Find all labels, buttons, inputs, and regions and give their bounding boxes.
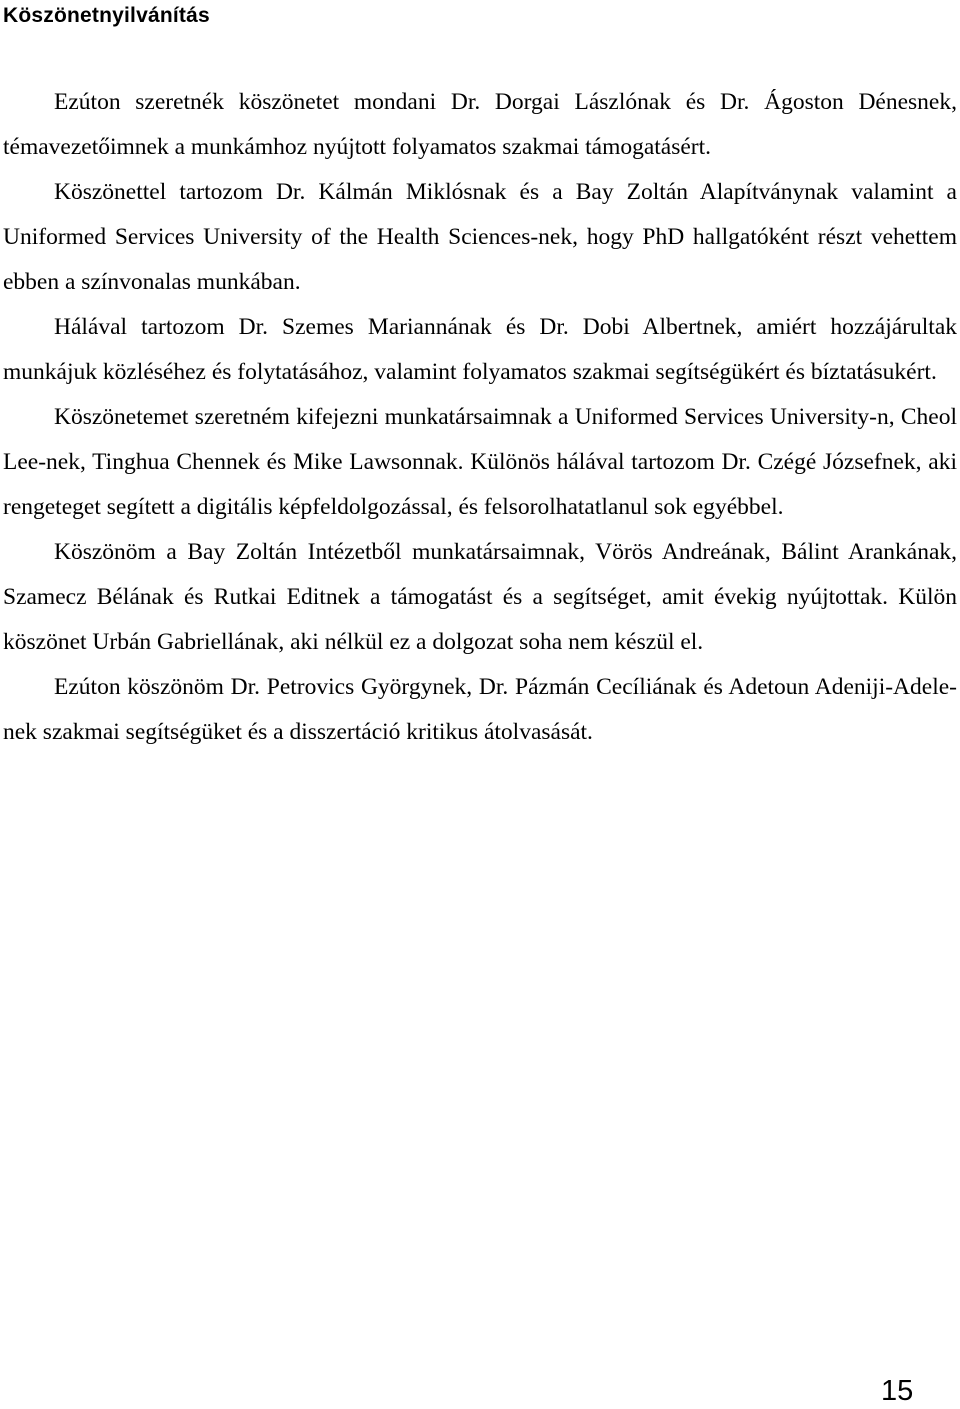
paragraph-4: Köszönetemet szeretném kifejezni munkatársaimnak a Uniformed Services University-n, Cheol Lee-nek, Tinghua Chennek és Mike Lawsonnak. Különös hálával tartozom Dr. Czégé Józsefnek, aki rengeteget segített a digitális képfeldolgozással, és felsorolhatatlanul sok egyébbel. [3,404,957,520]
paragraph-3: Hálával tartozom Dr. Szemes Mariannának és Dr. Dobi Albertnek, amiért hozzájárultak munkájuk közléséhez és folytatásához, valamint folyamatos szakmai segítségükért és bíztatásukért. [3,314,957,385]
paragraph-5: Köszönöm a Bay Zoltán Intézetből munkatársaimnak, Vörös Andreának, Bálint Arankának, Szamecz Bélának és Rutkai Editnek a támogatást és a segítséget, amit évekig nyújtottak. Külön köszönet Urbán Gabriellának, aki nélkül ez a dolgozat soha nem készül el. [3,539,957,655]
paragraph-1: Ezúton szeretnék köszönetet mondani Dr. Dorgai Lászlónak és Dr. Ágoston Dénesnek, témavezetőimnek a munkámhoz nyújtott folyamatos szakmai támogatásért. [3,89,957,160]
paragraph-6: Ezúton köszönöm Dr. Petrovics Györgynek, Dr. Pázmán Cecíliának és Adetoun Adeniji-Adele-nek szakmai segítségüket és a disszertáció kritikus átolvasását. [3,674,957,745]
document-page [3,0,957,745]
acknowledgement-body [3,80,957,755]
paragraph-2: Köszönettel tartozom Dr. Kálmán Miklósnak és a Bay Zoltán Alapítványnak valamint a Uniformed Services University of the Health Sciences-nek, hogy PhD hallgatóként részt vehettem ebben a színvonalas munkában. [3,179,957,295]
page-number: 15 [881,1375,914,1407]
section-heading: Köszönetnyilvánítás [3,4,210,27]
